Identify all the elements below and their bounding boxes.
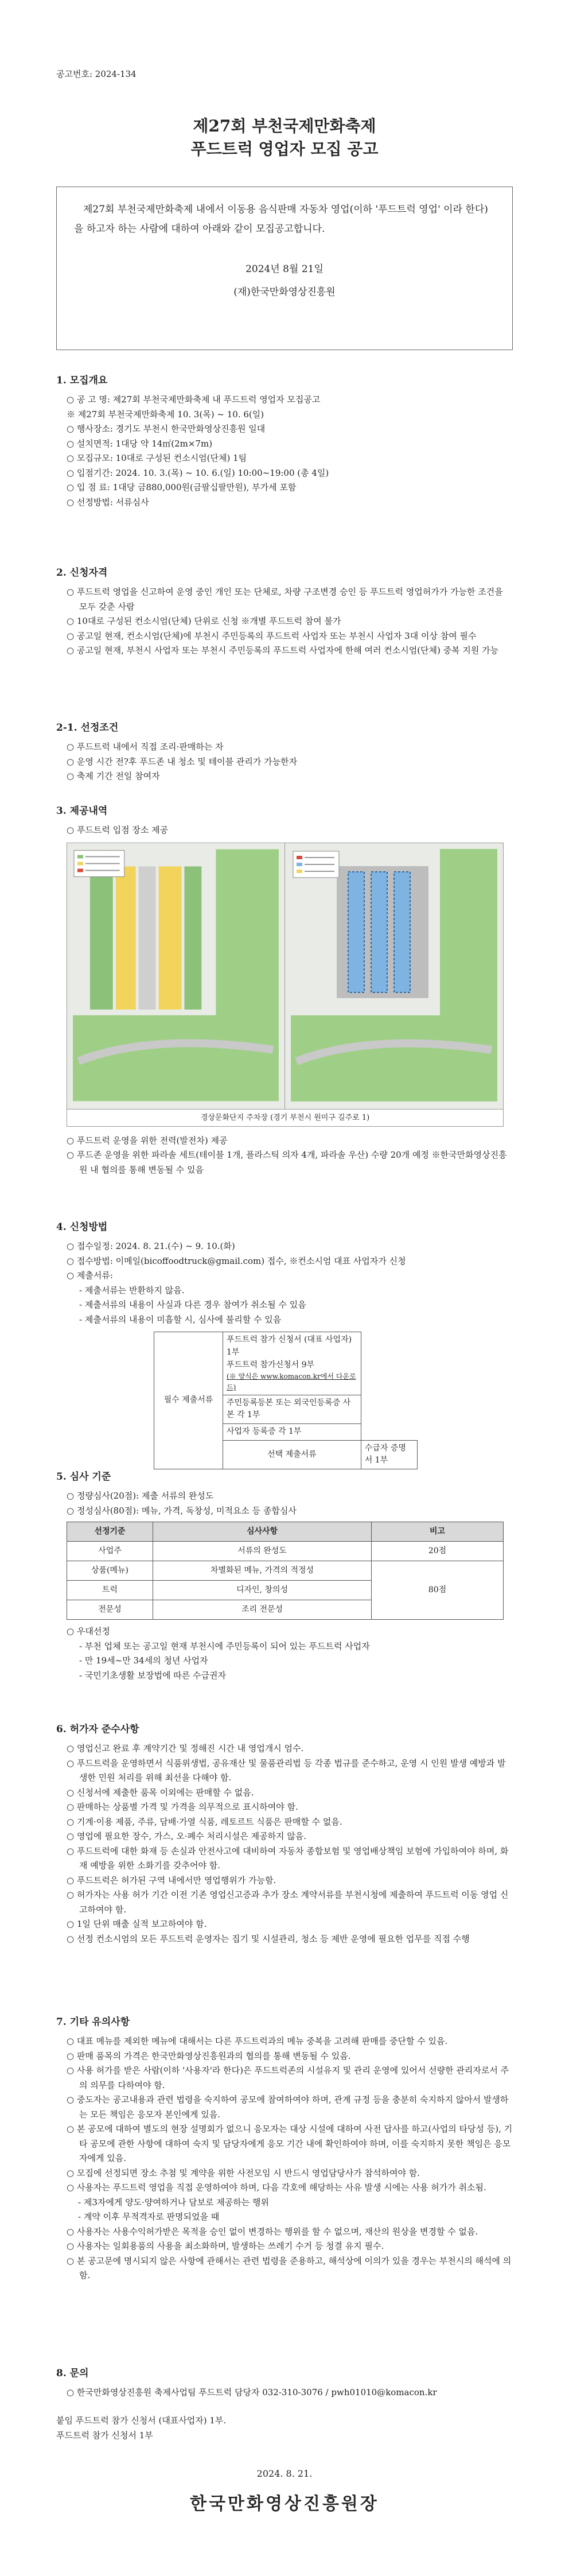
list-item: ○ 정량심사(20점): 제출 서류의 완성도	[67, 1491, 214, 1502]
intro-org: (재)한국만화영상진흥원	[233, 286, 336, 298]
section-title: 8. 문의	[56, 2368, 89, 2379]
list-item: - 제3자에게 양도·양여하거나 담보로 제공하는 행위	[78, 2197, 270, 2208]
list-item: ○ 공 고 명: 제27회 부천국제만화축제 내 푸드트럭 영업자 모집공고	[67, 394, 321, 405]
list-item: ○ 판매하는 상품별 가격 및 가격을 의무적으로 표시하여야 함.	[67, 1802, 298, 1813]
intro-box	[56, 187, 513, 350]
section-conditions	[56, 720, 513, 784]
list-item: ○ 공고일 현재, 컨소시엄(단체)에 부천시 주민등록의 푸드트럭 사업자 또는 부천시 사업자 3대 이상 참여 필수	[67, 630, 477, 641]
section-obligations	[56, 1722, 513, 1946]
section-title: 2-1. 선정조건	[56, 722, 119, 734]
list-item: - 제출서류는 반환하지 않음.	[79, 1285, 185, 1295]
table-header: 심사사항	[153, 1522, 372, 1542]
section-title: 6. 허가자 준수사항	[56, 1724, 139, 1735]
section-overview	[56, 373, 513, 510]
section-title: 2. 신청자격	[56, 567, 108, 579]
section-notes	[56, 2015, 513, 2283]
list-item: ○ 사용자는 사용수익허가받은 목적을 승인 없이 변경하는 행위를 할 수 없으며, 재산의 원상을 변경할 수 없음.	[67, 2226, 478, 2237]
site-map-left	[67, 843, 285, 1110]
list-item: - 만 19세~만 34세의 청년 사업자	[79, 1655, 208, 1666]
section-title: 4. 신청방법	[56, 1221, 108, 1233]
footer-org: 한국만화영상진흥원장	[190, 2494, 379, 2514]
list-item: ○ 푸드트럭 운영을 위한 전력(발전차) 제공	[67, 1135, 228, 1146]
table-cell: 서류의 완성도	[153, 1542, 372, 1561]
list-item: ○ 허가자는 사용 허가 기간 이전 기존 영업신고증과 추가 장소 계약서류를 부천시청에 제출하여 푸드트럭 이동 영업 신고하여야 함.	[67, 1890, 509, 1915]
criteria-table	[67, 1522, 504, 1620]
list-item: ○ 접수방법: 이메일(bicoffoodtruck@gmail.com) 접수, ※컨소시엄 대표 사업자가 신청	[67, 1255, 406, 1266]
list-item: ○ 제출서류:	[67, 1270, 113, 1281]
table-cell: 상품(메뉴)	[67, 1561, 153, 1581]
list-item: - 제출서류의 내용이 사실과 다른 경우 참여가 취소될 수 있음	[79, 1299, 306, 1310]
list-item: - 국민기초생활 보장법에 따른 수급권자	[79, 1670, 226, 1681]
list-item: ○ 사용 허가를 받은 사람(이하 '사용자'라 한다)은 푸드트럭존의 시설유지 및 관리 운영에 있어서 선량한 관리자로서 주의 의무를 다하여야 함.	[67, 2065, 509, 2090]
list-item: ○ 본 공고문에 명시되지 않은 사항에 관해서는 관련 법령을 준용하고, 해석상에 이의가 있을 경우는 부천시의 해석에 의함.	[67, 2255, 512, 2281]
list-item: ○ 설치면적: 1대당 약 14㎡(2m×7m)	[67, 438, 213, 449]
table-cell	[223, 1332, 361, 1395]
list-item: ○ 본 공모에 대하여 별도의 현장 설명회가 없으니 응모자는 대상 시설에 대하여 사전 답사를 하고(사업의 타당성 등), 기타 공모에 관한 사항에 대하여 숙지 및 담당자에게 응모 기간 내에 확인하여야 하며, 이를 숙지하지 못한 책임은 응모자에게 있음.	[67, 2124, 513, 2164]
cell-line: 푸드트럭 참가 신청서 (대표 사업자) 1부	[227, 1335, 352, 1357]
list-item: ○ 중도자는 공고내용과 관련 법령을 숙지하여 공모에 참여하여야 하며, 관계 규정 등을 충분히 숙지하지 않아서 발생하는 모든 책임은 응모자 본인에게 있음.	[67, 2094, 509, 2120]
list-item: ○ 판매 품목의 가격은 한국만화영상진흥원과의 협의를 통해 변동될 수 있음.	[67, 2050, 351, 2061]
list-item: ○ 신청서에 제출한 품목 이외에는 판매할 수 없음.	[67, 1787, 254, 1798]
table-cell: 사업주	[67, 1542, 153, 1561]
list-item: - 부천 업체 또는 공고일 현재 부천시에 주민등록이 되어 있는 푸드트럭 사업자	[79, 1640, 370, 1651]
list-item: ○ 기계·이용 제품, 주류, 담배·가열 식품, 레토르트 식품은 판매할 수 없음.	[67, 1816, 342, 1827]
required-label: 필수 제출서류	[154, 1332, 223, 1469]
section-provision	[56, 804, 513, 1177]
page-title: 제27회 부천국제만화축제	[193, 117, 376, 135]
table-cell: 디자인, 창의성	[153, 1581, 372, 1600]
table-cell: 전문성	[67, 1600, 153, 1620]
table-cell: 주민등록등본 또는 외국인등록증 사본 각 1부	[223, 1395, 361, 1423]
documents-table	[154, 1332, 418, 1469]
section-eligibility	[56, 565, 513, 658]
list-item: ○ 영업신고 완료 후 계약기간 및 정해진 시간 내 영업개시 엄수.	[67, 1743, 304, 1754]
list-item: ○ 푸드트럭 영업을 신고하여 운영 중인 개인 또는 단체로, 차량 구조변경 승인 등 푸드트럭 영업허가가 가능한 조건을 모두 갖춘 사람	[67, 587, 503, 612]
attachment-line: 붙임 푸드트럭 참가 신청서 (대표사업자) 1부.	[56, 2415, 227, 2426]
list-item: ○ 푸드트럭을 운영하면서 식품위생법, 공유재산 및 물품관리법 등 각종 법규를 준수하고, 운영 시 인원 발생 예방과 발생한 민원 처리를 위해 최선을 다해야 함.	[67, 1758, 506, 1783]
list-item: ○ 행사장소: 경기도 부천시 한국만화영상진흥원 일대	[67, 424, 266, 434]
table-cell: 조리 전문성	[153, 1600, 372, 1620]
list-item: ○ 입점기간: 2024. 10. 3.(목) ~ 10. 6.(일) 10:00~19:00 (총 4일)	[67, 467, 329, 478]
section-title: 5. 심사 기준	[56, 1471, 111, 1483]
table-cell: 차별화된 메뉴, 가격의 적정성	[153, 1561, 372, 1581]
section-title: 7. 기타 유의사항	[56, 2016, 130, 2028]
list-item: ○ 모집규모: 10대로 구성된 컨소시엄(단체) 1팀	[67, 453, 247, 464]
table-header: 비고	[372, 1522, 504, 1542]
notice-number: 공고번호: 2024-134	[56, 69, 137, 79]
list-item: ○ 푸드존 운영을 위한 파라솔 세트(테이블 1개, 플라스틱 의자 4개, 파라솔 우산) 수량 20개 예정 ※한국만화영상진흥원 내 협의를 통해 변동될 수 있음	[67, 1150, 507, 1175]
list-item: ○ 10대로 구성된 컨소시엄(단체) 단위로 신청 ※개별 푸드트럭 참여 불가	[67, 616, 341, 627]
list-item: ○ 우대선정	[67, 1626, 110, 1637]
list-item: ○ 공고일 현재, 부천시 사업자 또는 부천시 주민등록의 푸드트럭 사업자에 한해 여러 컨소시엄(단체) 중복 지원 가능	[67, 645, 499, 656]
table-row	[67, 1561, 504, 1581]
contact-line[interactable]: ○ 한국만화영상진흥원 축제사업팀 푸드트럭 담당자 032-310-3076 / pwh01010@komacon.kr	[67, 2387, 437, 2398]
table-row	[67, 1542, 504, 1561]
list-item: ○ 사용자는 일회용품의 사용을 최소화하며, 발생하는 쓰레기 수거 등 청결 유지 필수.	[67, 2241, 384, 2252]
list-item: ※ 제27회 부천국제만화축제 10. 3(목) ~ 10. 6(일)	[67, 409, 264, 420]
map-caption: 경상문화단지 주차장 (경기 부천시 원미구 길주로 1)	[67, 1109, 503, 1126]
cell-line: 푸드트럭 참가신청서 9부	[227, 1360, 315, 1370]
table-cell: 트럭	[67, 1581, 153, 1600]
table-cell: 수급자 증명서 1부	[361, 1440, 417, 1469]
list-item: - 제출서류의 내용이 미흡할 시, 심사에 불리할 수 있음	[79, 1314, 282, 1325]
list-item: ○ 접수일정: 2024. 8. 21.(수) ~ 9. 10.(화)	[67, 1241, 235, 1252]
table-cell: 80점	[372, 1561, 504, 1620]
section-application	[56, 1220, 513, 1469]
table-cell: 사업자 등록증 각 1부	[223, 1423, 361, 1440]
list-item: ○ 푸드트럭은 허가된 구역 내에서만 영업행위가 가능함.	[67, 1875, 276, 1886]
list-item: ○ 모집에 선정되면 장소 추첨 및 계약을 위한 사전모임 시 반드시 영업담당사가 참석하여야 함.	[67, 2167, 420, 2178]
attachments	[56, 2414, 513, 2443]
list-item: ○ 선정 컨소시엄의 모든 푸드트럭 운영자는 집기 및 시설관리, 청소 등 제반 운영에 필요한 업무를 직접 수행	[67, 1933, 470, 1944]
optional-label: 선택 제출서류	[223, 1440, 361, 1469]
cell-note[interactable]: (※ 양식은 www.komacon.kr에서 다운로드)	[227, 1372, 356, 1391]
site-map	[67, 843, 504, 1127]
section-criteria	[56, 1469, 513, 1683]
list-item: ○ 입 점 료: 1대당 금880,000원(금팔십팔만원), 부가세 포함	[67, 482, 297, 493]
list-item: ○ 정성심사(80점): 메뉴, 가격, 독창성, 미적요소 등 종합심사	[67, 1505, 297, 1516]
list-item: ○ 축제 기간 전일 참여자	[67, 771, 160, 782]
list-item: - 계약 이후 무적격자로 판명되었을 때	[78, 2212, 220, 2222]
section-contact	[56, 2366, 513, 2400]
list-item: ○ 푸드트럭에 대한 화재 등 손실과 안전사고에 대비하여 자동차 종합보험 및 영업배상책임 보험에 가입하여야 하며, 화재 예방을 위한 소화기를 갖추어야 함.	[67, 1845, 509, 1871]
list-item: ○ 푸드트럭 입점 장소 제공	[67, 825, 169, 836]
attachment-line: 푸드트럭 참가 신청서 1부	[56, 2430, 153, 2441]
intro-text: 제27회 부천국제만화축제 내에서 이동용 음식판매 자동차 영업(이하 '푸드트럭 영업' 이라 한다)을 하고자 하는 사람에 대하여 아래와 같이 모집공고합니다.	[74, 204, 488, 235]
list-item: ○ 사용자는 푸드트럭 영업을 직접 운영하여야 하며, 다음 각호에 해당하는 사유 발생 시에는 사용 허가가 취소됨.	[67, 2182, 486, 2193]
list-item: ○ 대표 메뉴를 제외한 메뉴에 대해서는 다른 푸드트럭과의 메뉴 중복을 고려해 판매를 중단할 수 있음.	[67, 2036, 448, 2047]
section-title: 1. 모집개요	[56, 375, 108, 386]
list-item: ○ 운영 시간 전?후 푸드존 내 청소 및 테이블 관리가 가능한자	[67, 756, 298, 767]
page-subtitle: 푸드트럭 영업자 모집 공고	[190, 139, 379, 158]
table-cell: 20점	[372, 1542, 504, 1561]
intro-date: 2024년 8월 21일	[245, 263, 324, 275]
list-item: ○ 1일 단위 매출 실적 보고하여야 함.	[67, 1919, 207, 1930]
site-map-right	[285, 843, 503, 1110]
list-item: ○ 푸드트럭 내에서 직접 조리·판매하는 자	[67, 742, 224, 752]
table-header: 선정기준	[67, 1522, 153, 1542]
list-item: ○ 영업에 필요한 장수, 가스, 오·폐수 처리시설은 제공하지 않음.	[67, 1831, 307, 1842]
section-title: 3. 제공내역	[56, 805, 108, 817]
footer-date: 2024. 8. 21.	[256, 2468, 313, 2479]
list-item: ○ 선정방법: 서류심사	[67, 496, 149, 507]
